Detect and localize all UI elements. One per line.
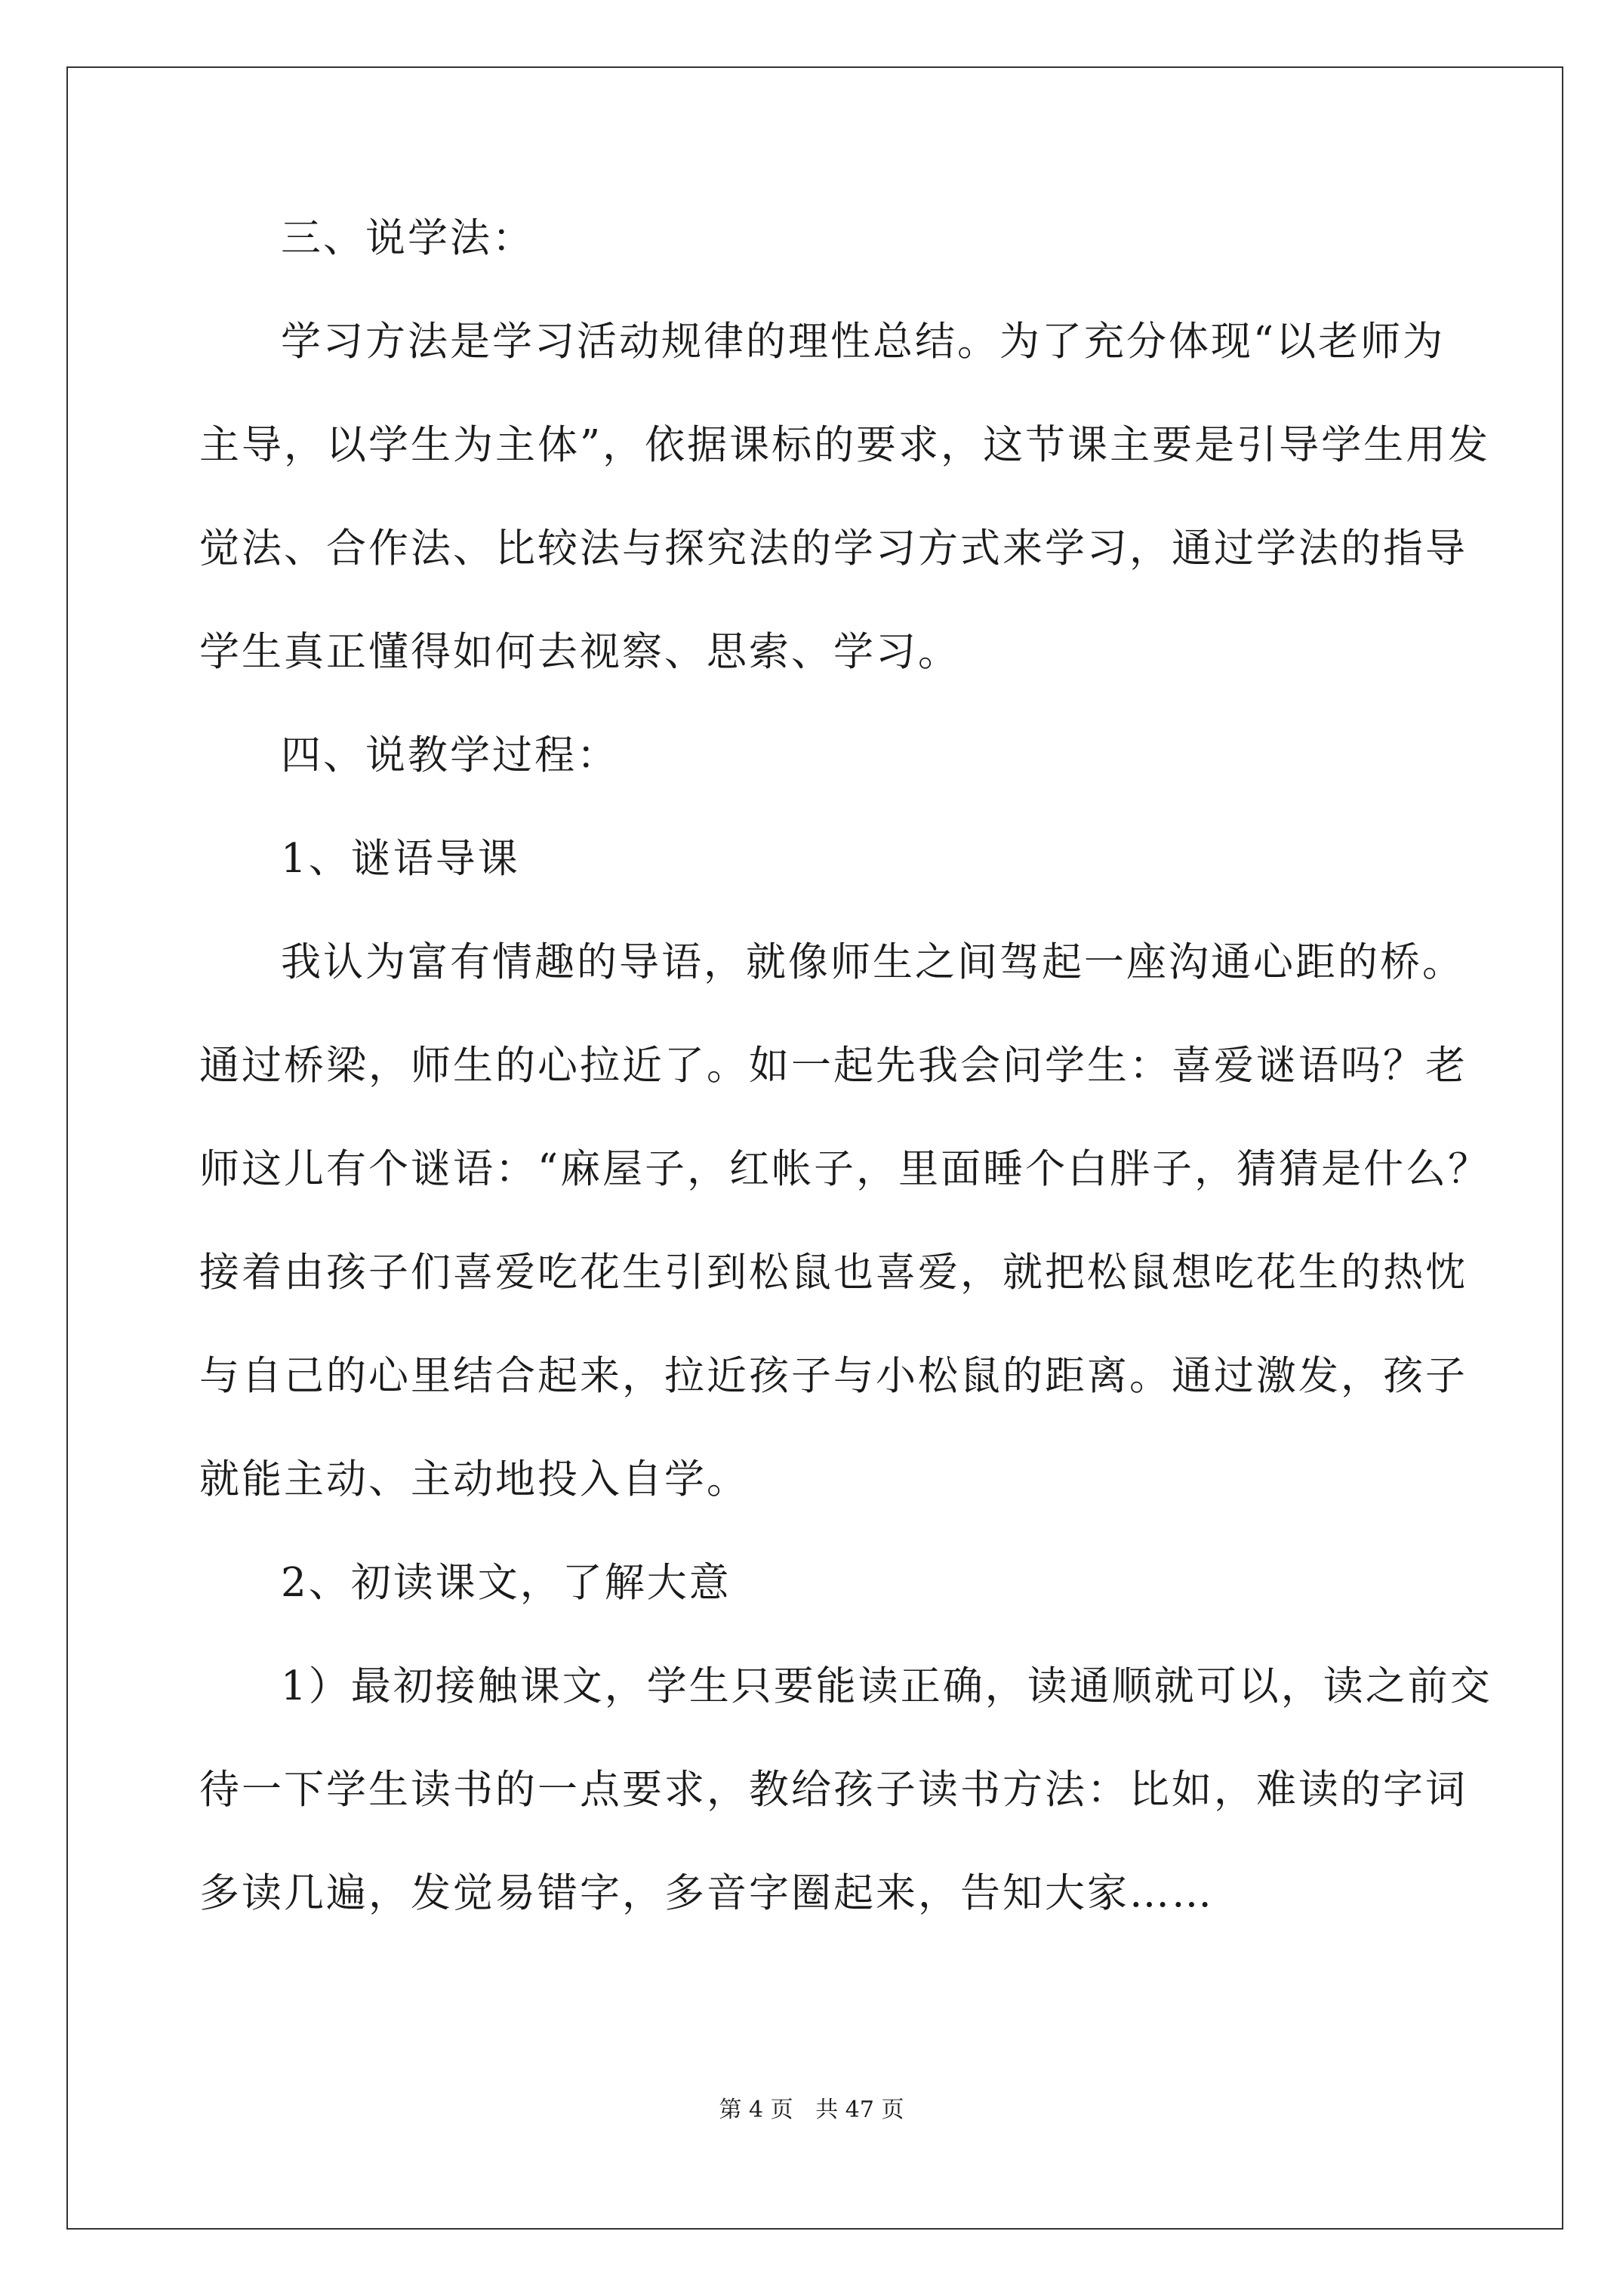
paragraph-line: 学生真正懂得如何去视察、思索、学习。 bbox=[199, 629, 960, 675]
paragraph-line: 主导，以学生为主体”，依据课标的要求，这节课主要是引导学生用发 bbox=[199, 422, 1491, 468]
subheading-2: 2、初读课文，了解大意 bbox=[281, 1560, 731, 1606]
subheading-1: 1、谜语导课 bbox=[281, 836, 520, 882]
section-heading-3: 三、说学法： bbox=[281, 215, 534, 261]
paragraph-line: 多读几遍，发觉易错字，多音字圈起来，告知大家…… bbox=[199, 1870, 1214, 1916]
paragraph-line: 觉法、合作法、比较法与探究法的学习方式来学习，通过学法的指导 bbox=[199, 525, 1467, 572]
paragraph-line: 我认为富有情趣的导语，就像师生之间驾起一座沟通心距的桥。 bbox=[281, 939, 1464, 985]
page-footer bbox=[0, 2095, 1623, 2125]
paragraph-line: 师这儿有个谜语：“麻屋子，红帐子，里面睡个白胖子，猜猜是什么？ bbox=[199, 1146, 1491, 1192]
section-heading-4: 四、说教学过程： bbox=[281, 732, 619, 778]
paragraph-line: 就能主动、主动地投入自学。 bbox=[199, 1456, 749, 1502]
paragraph-line: 与自己的心里结合起来，拉近孩子与小松鼠的距离。通过激发，孩子 bbox=[199, 1353, 1467, 1399]
paragraph-line: 待一下学生读书的一点要求，教给孩子读书方法：比如，难读的字词 bbox=[199, 1767, 1467, 1813]
paragraph-line: 1）最初接触课文，学生只要能读正确，读通顺就可以，读之前交 bbox=[281, 1663, 1492, 1709]
page-total: 共 47 页 bbox=[815, 2097, 904, 2123]
paragraph-line: 接着由孩子们喜爱吃花生引到松鼠也喜爱，就把松鼠想吃花生的热忱 bbox=[199, 1250, 1467, 1296]
paragraph-line: 学习方法是学习活动规律的理性总结。为了充分体现“以老师为 bbox=[281, 319, 1446, 365]
page-number: 第 4 页 bbox=[719, 2097, 793, 2123]
paragraph-line: 通过桥梁，师生的心拉近了。如一起先我会问学生：喜爱谜语吗？老 bbox=[199, 1043, 1467, 1089]
